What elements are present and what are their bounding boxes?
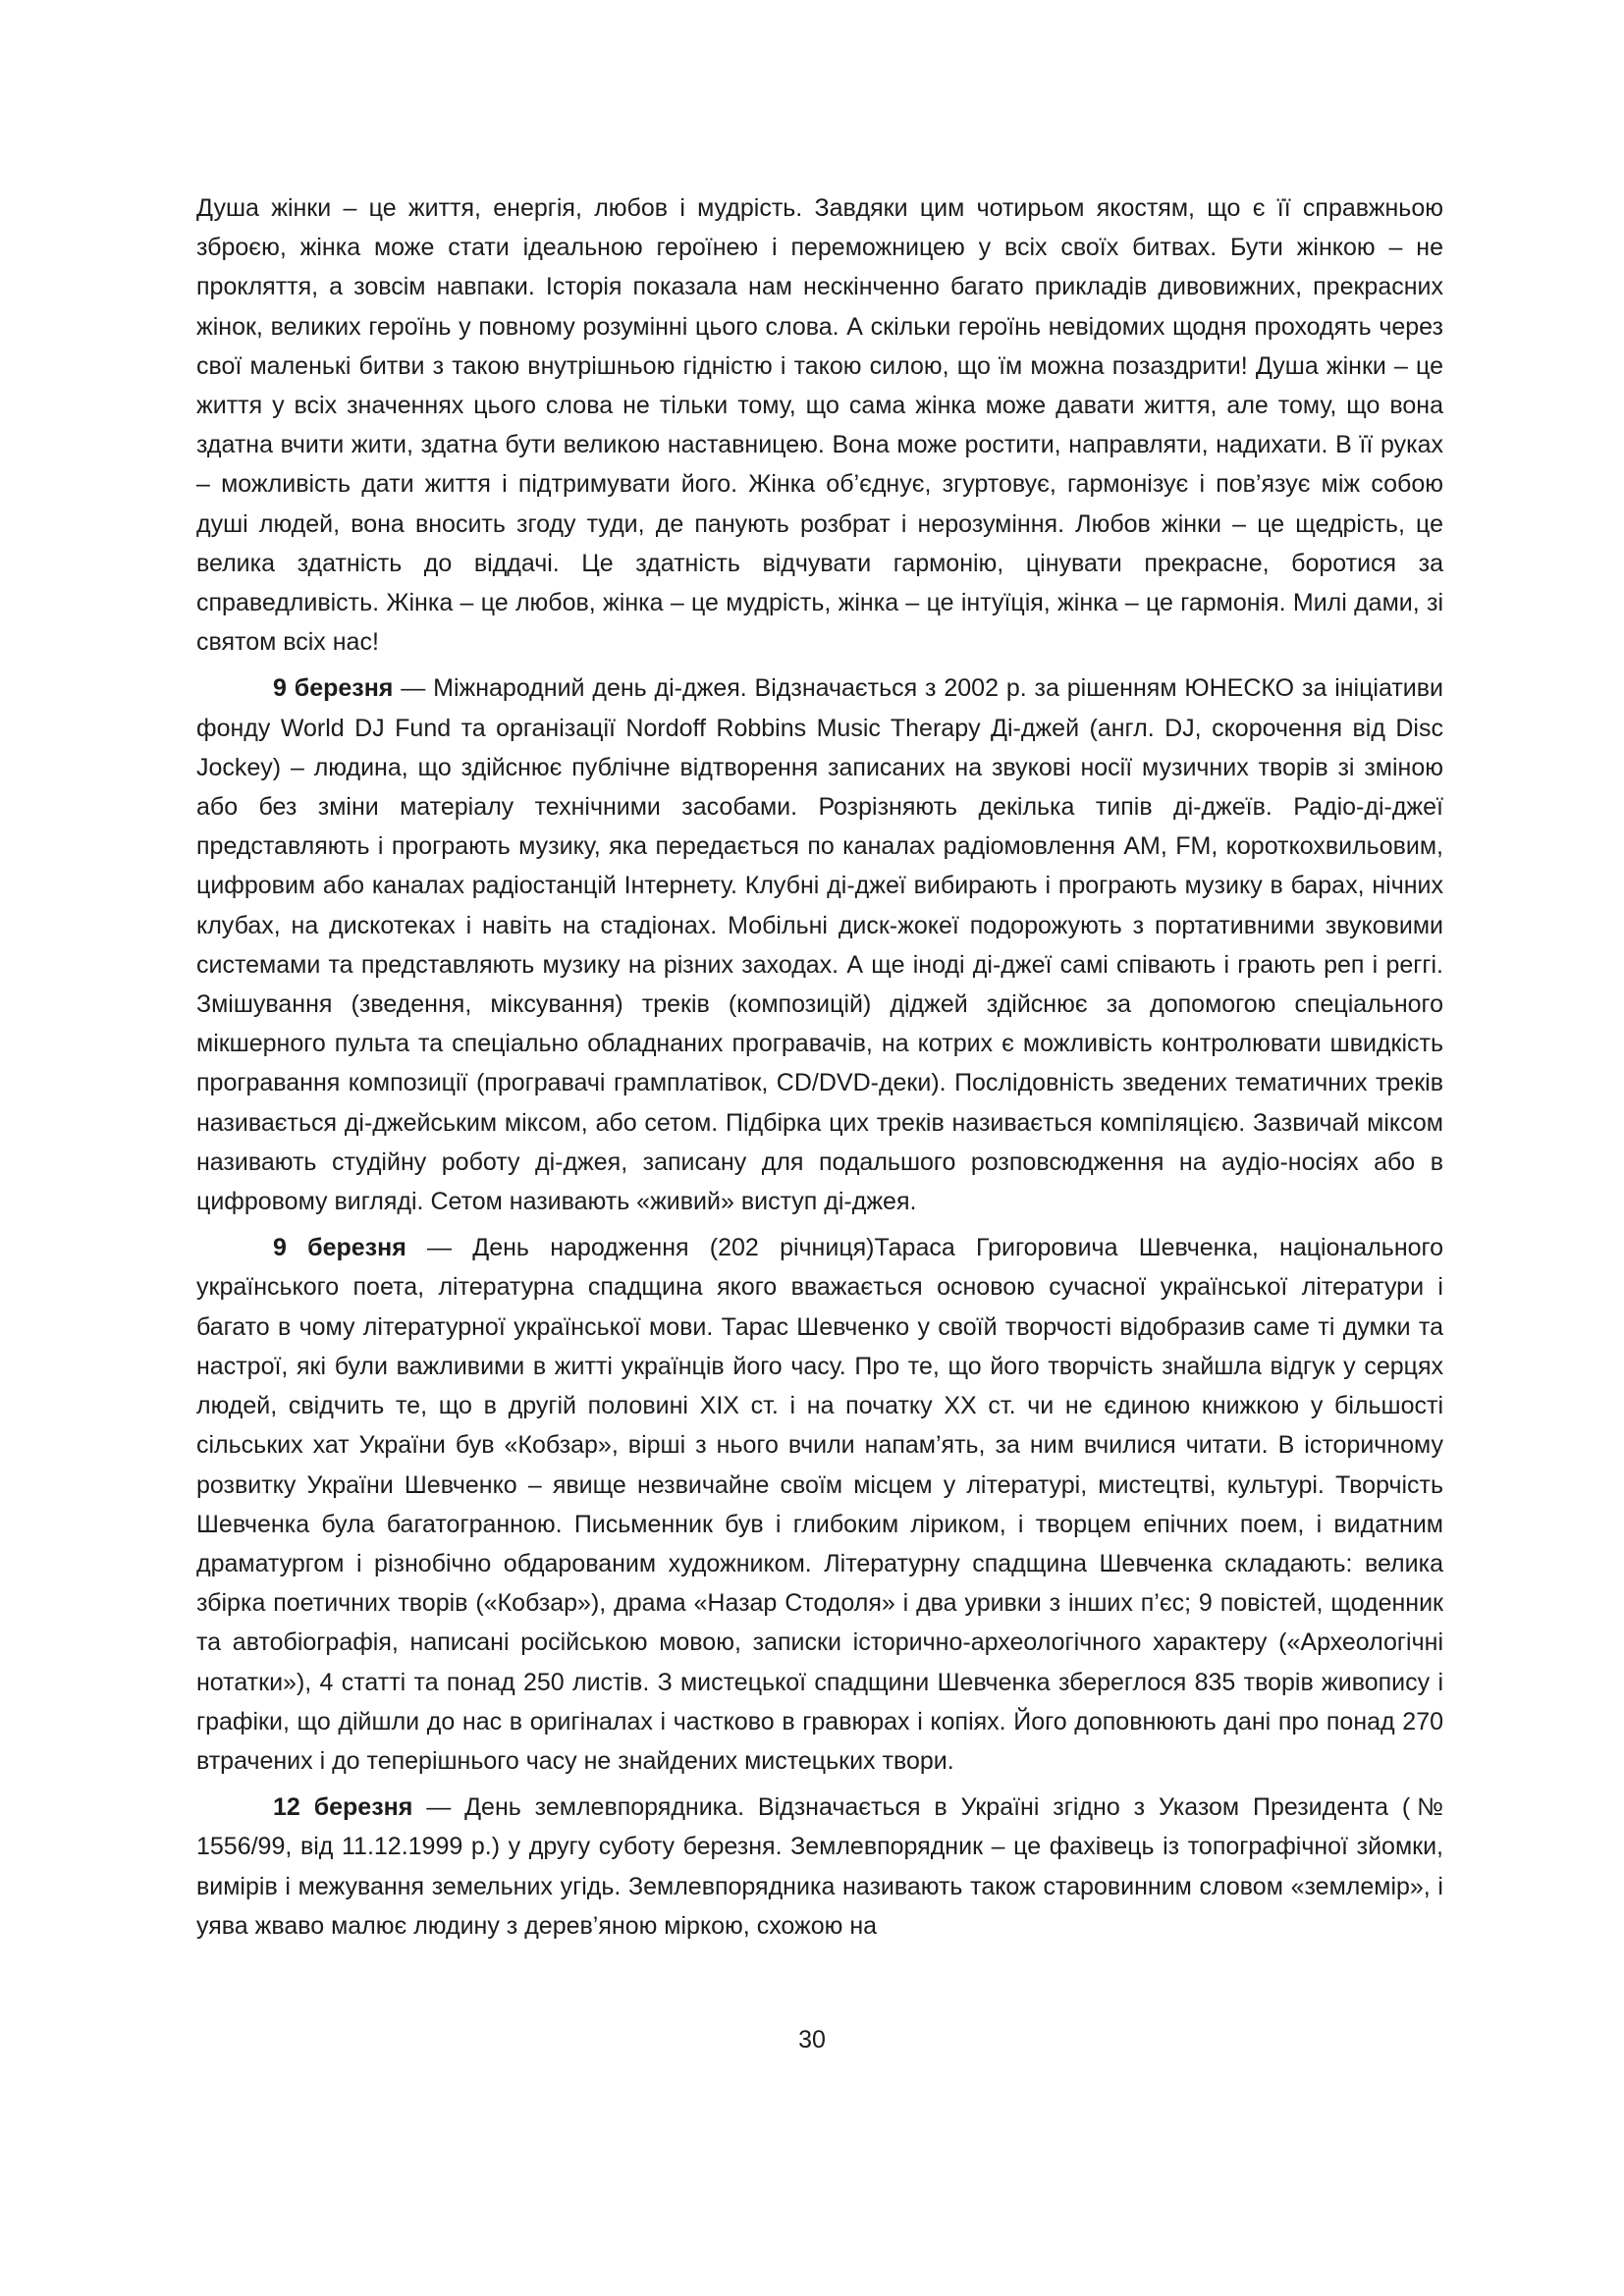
page-body <box>196 188 1443 1946</box>
entry-date: 9 березня <box>273 674 394 703</box>
entry-land-surveyor-day <box>196 1788 1443 1946</box>
entry-text: — День землевпорядника. Відзначається в Україні згідно з Указом Президента (№ 1556/99, від 11.12.1999 р.) у другу суботу березня. Землевпорядник – це фахівець із топографічної зйомки, вимірів і межування земельних угідь. Землевпорядника називають також старовинним словом «землемір», і уява жваво малює людину з дерев’яною міркою, схожою на <box>196 1793 1443 1940</box>
page-number: 30 <box>798 2026 826 2054</box>
intro-paragraph: Душа жінки – це життя, енергія, любов і мудрість. Завдяки цим чотирьом якостям, що є її справжньою зброєю, жінка може стати ідеальною героїнею і переможницею у всіх своїх битвах. Бути жінкою – не прокляття, а зовсім навпаки. Історія показала нам нескінченно багато прикладів дивовижних, прекрасних жінок, великих героїнь у повному розумінні цього слова. А скільки героїнь невідомих щодня проходять через свої маленькі битви з такою внутрішньою гідністю і такою силою, що їм можна позаздрити! Душа жінки – це життя у всіх значеннях цього слова не тільки тому, що сама жінка може давати життя, але тому, що вона здатна вчити жити, здатна бути великою наставницею. Вона може ростити, направляти, надихати. В її руках – можливість дати життя і підтримувати його. Жінка об’єднує, згуртовує, гармонізує і пов’язує між собою душі людей, вона вносить згоду туди, де панують розбрат і нерозуміння. Любов жінки – це щедрість, це велика здатність до віддачі. Це здатність відчувати гармонію, цінувати прекрасне, боротися за справедливість. Жінка – це любов, жінка – це мудрість, жінка – це інтуїція, жінка – це гармонія. Милі дами, зі святом всіх нас! <box>196 194 1443 657</box>
entry-text: — Міжнародний день ді-джея. Відзначається з 2002 р. за рішенням ЮНЕСКО за ініціативи фонду World DJ Fund та організації Nordoff Robbins Music Therapy Ді-джей (англ. DJ, скорочення від Disc Jockey) – людина, що здійснює публічне відтворення записаних на звукові носії музичних творів зі зміною або без зміни матеріалу технічними засобами. Розрізняють декілька типів ді-джеїв. Радіо-ді-джеї представляють і програють музику, яка передається по каналах радіомовлення AM, FM, короткохвильовим, цифровим або каналах радіостанцій Інтернету. Клубні ді-джеї вибирають і програють музику в барах, нічних клубах, на дискотеках і навіть на стадіонах. Мобільні диск-жокеї подорожують з портативними звуковими системами та представляють музику на різних заходах. А ще іноді ді-джеї самі співають і грають реп і реггі. Змішування (зведення, міксування) треків (композицій) діджей здійснює за допомогою спеціального мікшерного пульта та спеціально обладнаних програвачів, на котрих є можливість контролювати швидкість програвання композиції (програвачі грамплатівок, CD/DVD-деки). Послідовність зведених тематичних треків називається ді-джейським міксом, або сетом. Підбірка цих треків називається компіляцією. Зазвичай міксом називають студійну роботу ді-джея, записану для подальшого розповсюдження на аудіо-носіях або в цифровому вигляді. Сетом називають «живий» виступ ді-джея. <box>196 674 1444 1216</box>
entry-date: 12 березня <box>273 1793 413 1822</box>
entry-text: — День народження (202 річниця)Тараса Григоровича Шевченка, національного українського поета, літературна спадщина якого вважається основою сучасної української літератури і багато в чому літературної української мови. Тарас Шевченко у своїй творчості відобразив саме ті думки та настрої, які були важливими в житті українців його часу. Про те, що його творчість знайшла відгук у серцях людей, свідчить те, що в другій половині ХІХ ст. і на початку ХХ ст. чи не єдиною книжкою у більшості сільських хат України був «Кобзар», вірші з нього вчили напам’ять, за ним вчилися читати. В історичному розвитку України Шевченко – явище незвичайне своїм місцем у літературі, мистецтві, культурі. Творчість Шевченка була багатогранною. Письменник був і глибоким ліриком, і творцем епічних поем, і видатним драматургом і різнобічно обдарованим художником. Літературну спадщина Шевченка складають: велика збірка поетичних творів («Кобзар»), драма «Назар Стодоля» і два уривки з інших п’єс; 9 повістей, щоденник та автобіографія, написані російською мовою, записки історично-археологічного характеру («Археологічні нотатки»), 4 статті та понад 250 листів. З мистецької спадщини Шевченка збереглося 835 творів живопису і графіки, що дійшли до нас в оригіналах і частково в гравюрах і копіях. Його доповнюють дані про понад 270 втрачених і до теперішнього часу не знайдених мистецьких твори. <box>196 1234 1444 1775</box>
entry-shevchenko-birthday <box>196 1228 1443 1781</box>
entry-dj-day <box>196 668 1443 1221</box>
entry-date: 9 березня <box>273 1234 406 1262</box>
